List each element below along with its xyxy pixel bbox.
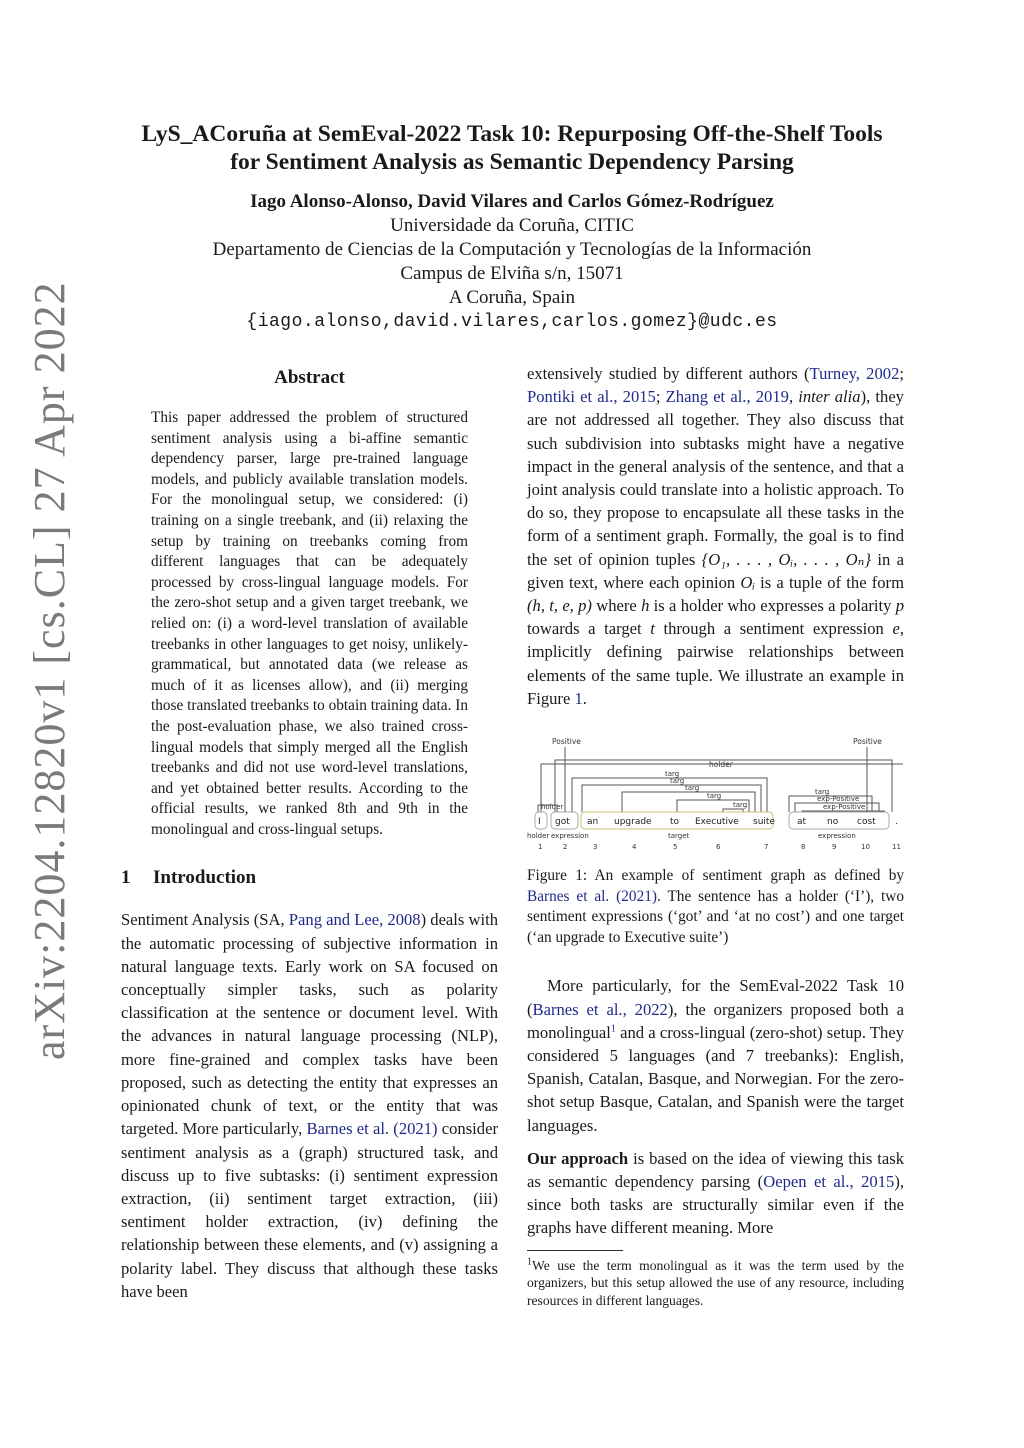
math-expression: h xyxy=(641,596,650,616)
graph-label-positive-left: Positive xyxy=(552,737,581,747)
token-index: 10 xyxy=(861,843,870,852)
graph-label-positive-right: Positive xyxy=(853,737,882,747)
section-number: 1 xyxy=(121,867,131,889)
token-row xyxy=(538,817,898,827)
title-line-2: for Sentiment Analysis as Semantic Dependency Parsing xyxy=(230,149,794,175)
footnote xyxy=(527,1257,904,1310)
token: an xyxy=(587,817,599,828)
span-label-expression: expression xyxy=(551,832,589,841)
index-row xyxy=(538,843,901,851)
text-run: through a sentiment expression xyxy=(654,619,893,639)
graph-label-targ: targ xyxy=(733,801,748,810)
graph-label-targ: targ xyxy=(665,770,680,779)
text-run: . xyxy=(582,688,587,708)
abstract-text: This paper addressed the problem of structured sentiment analysis using a bi-affine semantic dependency parser, large pre-trained language models, and publicly available translation models. For the monolingual setup, we considered: (i) training on a single treebank, and (ii) relaxing the setup by training on treebanks coming from different languages that can be adequately processed by cross-lingual language models. For the zero-shot setup and a given target treebank, we relied on: (i) a word-level translation of available treebanks in other languages to get noisy, unlikely-grammatical, but annotated data (we release as much of it as licenses allow), and (ii) merging those translated treebanks to obtain training data. In the post-evaluation phase, we also trained cross-lingual models that simply merged all the English treebanks and did not use word-level translations, and yet obtained better results. According to the official results, we ranked 8th and 9th in the monolingual and cross-lingual setups. xyxy=(151,409,468,838)
token-index: 4 xyxy=(632,843,637,852)
text-run: in a given text, where each opinion xyxy=(527,549,904,592)
text-run: where xyxy=(591,596,642,616)
token-index: 3 xyxy=(593,843,598,852)
text-run: , xyxy=(788,387,799,407)
math-expression: p xyxy=(895,596,904,616)
text-run: , implicitly defining pairwise relationships between elements of the same tuple. We illustrate an example in Figure xyxy=(527,619,904,708)
affiliation-city: A Coruña, Spain xyxy=(448,287,576,308)
text-run: . The sentence has a holder (‘I’), two sentiment expressions (‘got’ and ‘at no cost’) and one target (‘an upgrade to Executive suite’) xyxy=(527,887,904,946)
runin-heading: Our approach xyxy=(527,1148,629,1168)
text-run: is a tuple of the form xyxy=(755,572,904,592)
token: I xyxy=(538,817,541,828)
token: at xyxy=(797,817,807,828)
span-label-target: target xyxy=(668,832,690,841)
text-run: ; xyxy=(655,387,666,407)
figure-reference-link[interactable]: 1 xyxy=(574,688,583,708)
citation-link[interactable]: Barnes et al., 2022 xyxy=(532,999,668,1019)
token: got xyxy=(555,817,570,828)
token: suite xyxy=(753,817,775,828)
text-run: extensively studied by different authors ( xyxy=(527,364,810,383)
citation-link[interactable]: Zhang et al., 2019 xyxy=(665,387,789,407)
text-run: ), they are not addressed all together. They also discuss that such subdivision into subtasks might have a negative impact in the general analysis of the sentence, and that a joint analysis could translate into a holistic approach. To do so, they propose to encapsulate all these tasks in the form of a sentiment graph. Formally, the goal is to find the set of opinion tuples xyxy=(527,387,904,569)
graph-label-holder-inner: holder xyxy=(541,803,564,812)
text-run: Figure 1: An example of sentiment graph as defined by xyxy=(527,867,904,885)
text-run: ), the organizers proposed both a monolingual xyxy=(527,999,904,1042)
span-box-holder xyxy=(535,812,547,829)
text-run: ; xyxy=(899,364,904,383)
text-run: ) deals with the automatic processing of subjective information in natural language texts. Early work on SA focused on conceptually simpler tasks, such as polarity classification at the sentence or document level. With the advances in natural language processing (NLP), more fine-grained and complex tasks have been proposed, such as detecting the entity that expresses an opinionated chunk of text, or the entity that was targeted. More particularly, xyxy=(121,910,499,1139)
affiliation-campus: Campus de Elviña s/n, 15071 xyxy=(400,263,624,284)
text-run: is based on the idea of viewing this task as semantic dependency parsing ( xyxy=(527,1148,904,1192)
citation-link[interactable]: Turney, 2002 xyxy=(809,364,900,383)
text-run: towards a target xyxy=(527,619,651,639)
math-expression: {O₁, . . . , Oᵢ, . . . , Oₙ} xyxy=(701,549,872,569)
token-index: 11 xyxy=(892,843,901,852)
footnote-divider xyxy=(527,1250,623,1251)
citation-link[interactable]: Oepen et al., 2015 xyxy=(763,1172,895,1192)
abstract-heading: Abstract xyxy=(274,367,345,388)
sentiment-graph-svg xyxy=(527,732,904,852)
token: cost xyxy=(857,817,876,828)
footnote-text: We use the term monolingual as it was the term used by the organizers, but this setup allowed the use of any resource, including resources in different languages. xyxy=(527,1257,904,1308)
text-run: ), since both tasks are structurally similar even if the graphs have different meaning. More xyxy=(527,1172,904,1238)
token: . xyxy=(895,817,898,828)
math-expression: (h, t, e, p) xyxy=(527,596,592,616)
paragraph-semeval-task xyxy=(527,974,904,1136)
intro-paragraph xyxy=(121,908,498,1302)
span-label-expression: expression xyxy=(818,832,856,841)
token-index: 1 xyxy=(538,843,543,852)
continued-paragraph xyxy=(527,362,904,710)
token: no xyxy=(827,817,839,828)
graph-label-targ: targ xyxy=(815,788,830,797)
token: upgrade xyxy=(614,817,652,828)
text-run: consider sentiment analysis as a (graph) structured task, and discuss up to five subtasks: (i) sentiment expression extraction, (ii) sentiment target extraction, (iii) sentiment holder extraction, (iv) defining the relationship between these elements, and (v) assigning a polarity label. They discuss that although these tasks have been xyxy=(121,1119,498,1301)
affiliation-department: Departamento de Ciencias de la Computación y Tecnologías de la Información xyxy=(212,239,812,260)
token: to xyxy=(670,817,680,828)
footnote-number: 1 xyxy=(527,1256,532,1268)
text-run: is a holder who expresses a polarity xyxy=(649,596,896,616)
graph-label-holder-top: holder xyxy=(709,760,733,770)
text-run: Sentiment Analysis (SA, xyxy=(121,910,289,930)
graph-label-targ: targ xyxy=(670,777,685,786)
text-run: More particularly, for the SemEval-2022 Task 10 ( xyxy=(527,976,904,1019)
graph-label-exp-positive: exp-Positive xyxy=(823,803,866,812)
citation-link[interactable]: Pang and Lee, 2008 xyxy=(288,910,421,930)
citation-link[interactable]: Barnes et al. (2021) xyxy=(527,887,657,905)
citation-link[interactable]: Pontiki et al., 2015 xyxy=(527,387,656,407)
token-index: 2 xyxy=(563,843,568,852)
section-title: Introduction xyxy=(153,867,257,889)
author-block xyxy=(100,190,924,334)
token-index: 5 xyxy=(673,843,678,852)
figure-sentiment-graph xyxy=(527,732,904,852)
math-expression: Oᵢ xyxy=(740,572,755,592)
paper-title xyxy=(100,120,924,176)
token-index: 6 xyxy=(716,843,721,852)
section-heading-introduction xyxy=(121,866,498,890)
figure-caption xyxy=(527,866,904,948)
text-run: inter alia xyxy=(798,387,861,407)
token-index: 7 xyxy=(764,843,769,852)
span-label-row xyxy=(527,832,856,840)
graph-label-targ: targ xyxy=(685,784,700,793)
graph-label-targ: targ xyxy=(707,792,722,801)
right-column xyxy=(527,366,904,1309)
token-index: 9 xyxy=(832,843,837,852)
citation-link[interactable]: Barnes et al. (2021) xyxy=(306,1119,438,1139)
affiliation-university: Universidade da Coruña, CITIC xyxy=(390,215,634,236)
arxiv-identifier: arXiv:2204.12820v1 [cs.CL] 27 Apr 2022 xyxy=(25,281,74,1060)
math-expression: e xyxy=(892,619,900,639)
title-line-1: LyS_ACoruña at SemEval-2022 Task 10: Repurposing Off-the-Shelf Tools xyxy=(141,121,883,147)
token-index: 8 xyxy=(801,843,806,852)
math-expression: t xyxy=(650,619,655,639)
footnote-marker[interactable]: 1 xyxy=(610,1023,616,1035)
token: Executive xyxy=(695,817,739,828)
left-column xyxy=(121,366,498,1303)
span-label-holder: holder xyxy=(527,832,550,841)
text-run: and a cross-lingual (zero-shot) setup. They considered 5 languages (and 7 treebanks): English, Spanish, Catalan, Basque, and Norwegian. For the zero-shot setup Basque, Catalan, and Spanish were the target languages. xyxy=(527,1022,904,1135)
author-names: Iago Alonso-Alonso, David Vilares and Carlos Gómez-Rodríguez xyxy=(250,191,774,212)
graph-label-exp-positive: exp-Positive xyxy=(817,795,860,804)
author-emails: {iago.alonso,david.vilares,carlos.gomez}@udc.es xyxy=(246,312,778,332)
paragraph-our-approach xyxy=(527,1147,904,1240)
